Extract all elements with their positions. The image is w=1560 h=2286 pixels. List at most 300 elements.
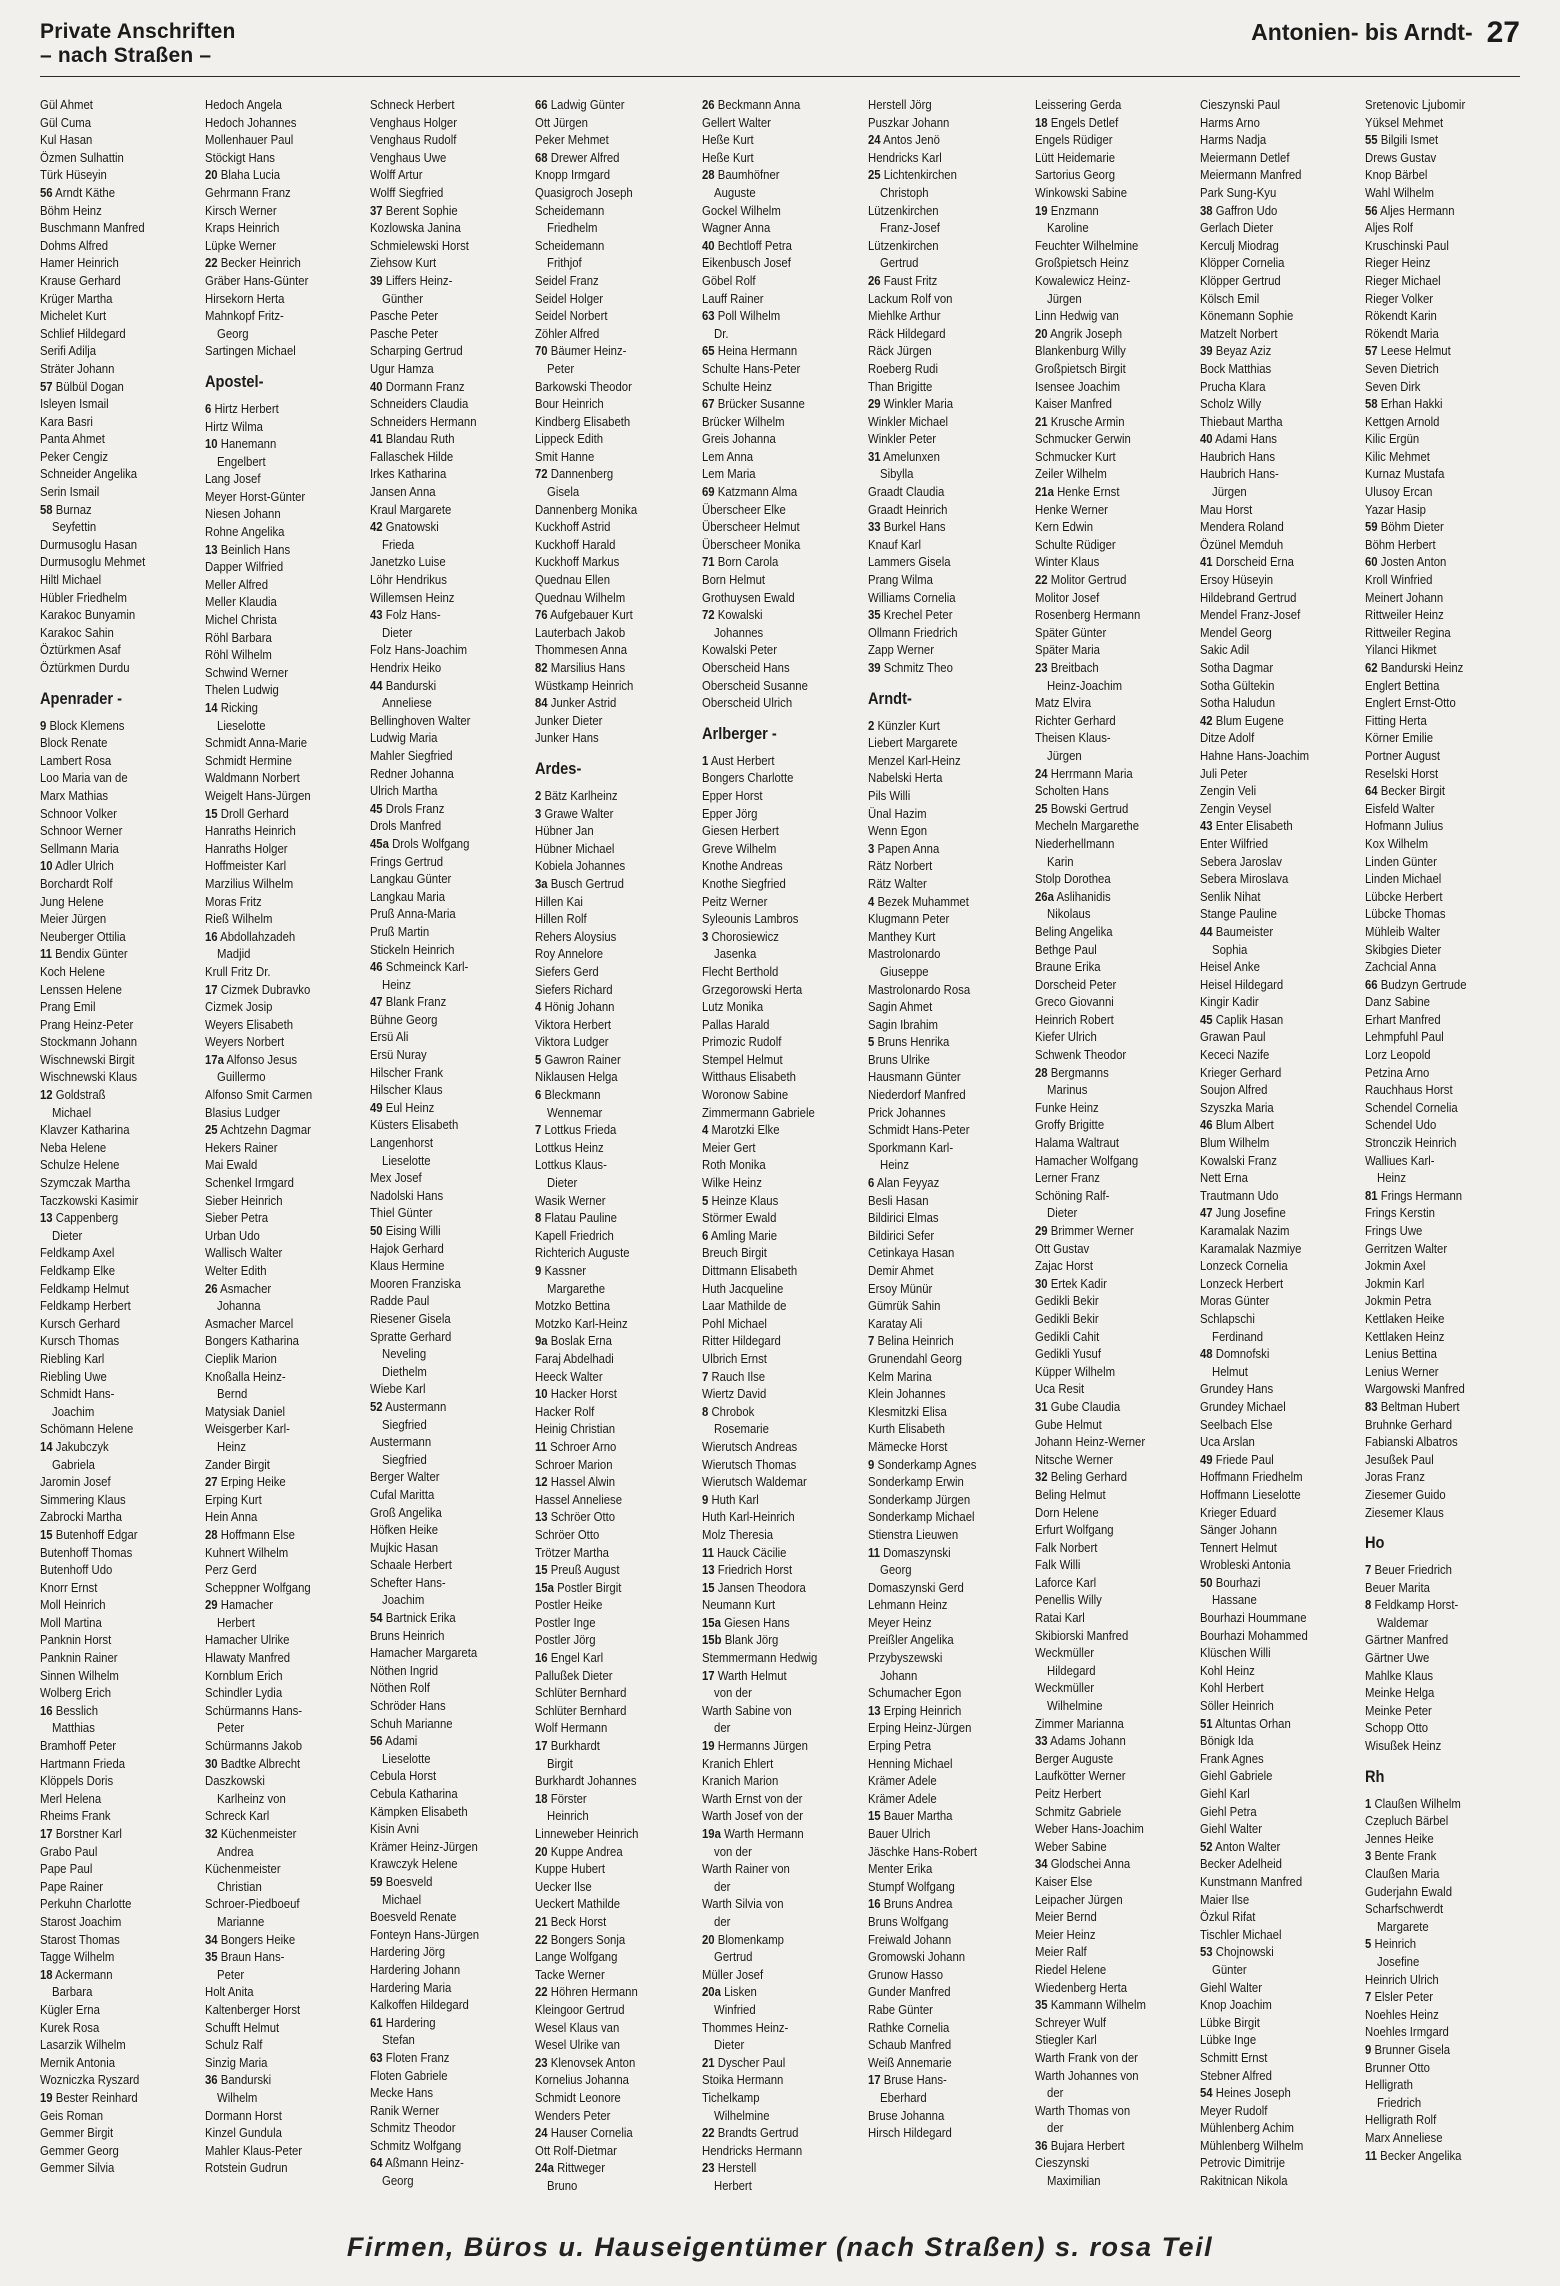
address-entry: Bruse Johanna [868, 2107, 945, 2123]
address-entry: Scheidemann [535, 202, 605, 218]
address-entry: 15 Bauer Martha [868, 1808, 953, 1824]
address-entry: Pruß Anna-Maria [370, 906, 456, 922]
house-number: 35 [868, 607, 881, 623]
house-number: 47 [1200, 1205, 1213, 1221]
address-entry: 59 Boesveld [370, 1873, 433, 1889]
address-entry: Mecke Hans [370, 2085, 434, 2101]
address-entry: Stebner Alfred [1200, 2067, 1272, 2083]
address-entry: Sagin Ibrahim [868, 1016, 938, 1032]
address-entry: 47 Blank Franz [370, 994, 447, 1010]
address-entry: Wilke Heinz [702, 1175, 762, 1191]
address-entry: Uca Resit [1035, 1381, 1085, 1397]
address-entry: Schneiders Hermann [370, 413, 477, 429]
address-entry: 1 Aust Herbert [702, 752, 775, 768]
address-entry: Aljes Rolf [1365, 220, 1413, 236]
address-entry: Hiltl Michael [40, 572, 102, 588]
address-entry: Meinke Helga [1365, 1685, 1435, 1701]
address-entry: Mollenhauer Paul [205, 132, 294, 148]
address-entry: Kelm Marina [868, 1368, 932, 1384]
entry-continuation: Heinrich [547, 1808, 589, 1824]
address-entry: Lützenkirchen [868, 202, 939, 218]
address-entry: Hamacher Ulrike [205, 1632, 290, 1648]
address-entry: Tagge Wilhelm [40, 1949, 115, 1965]
house-number: 62 [1365, 660, 1378, 675]
house-number: 83 [1365, 1398, 1378, 1414]
address-entry: Molitor Josef [1035, 589, 1100, 605]
page-number: 27 [1486, 16, 1520, 49]
address-entry: 13 Friedrich Horst [702, 1562, 793, 1578]
address-entry: 69 Katzmann Alma [702, 484, 798, 500]
address-entry: Hirsekorn Herta [205, 290, 285, 306]
house-number: 67 [702, 396, 715, 412]
entry-continuation: Rosemarie [714, 1421, 769, 1437]
address-entry: 50 Eising Willi [370, 1223, 441, 1238]
address-entry: Peitz Werner [702, 893, 768, 909]
address-entry: Matysiak Daniel [205, 1403, 286, 1419]
address-entry: Rätz Walter [868, 875, 927, 891]
address-entry: 50 Bourhazi [1200, 1574, 1261, 1590]
address-entry: Pils Willi [868, 787, 911, 803]
address-entry: Irkes Katharina [370, 466, 447, 482]
address-entry: Meier Heinz [1035, 1926, 1096, 1942]
address-entry: Karamalak Nazmiye [1200, 1240, 1302, 1256]
address-entry: Schröer Otto [535, 1526, 600, 1542]
address-entry: Heinig Christian [535, 1421, 616, 1437]
address-entry: Nett Erna [1200, 1170, 1248, 1186]
entry-continuation: Herbert [217, 1614, 255, 1630]
address-entry: 40 Adami Hans [1200, 431, 1277, 447]
address-entry: Schmitz Gabriele [1035, 1803, 1122, 1819]
house-number: 20a [702, 1984, 721, 2000]
address-entry: Kozlowska Janina [370, 220, 461, 236]
entry-continuation: Ferdinand [1212, 1328, 1264, 1344]
house-number: 66 [535, 97, 548, 112]
address-entry: Kettlaken Heike [1365, 1310, 1445, 1326]
address-entry: Ziesemer Guido [1365, 1486, 1446, 1502]
address-entry: Ziehsow Kurt [370, 255, 437, 271]
address-entry: 15 Butenhoff Edgar [40, 1526, 138, 1542]
address-entry: 3 Papen Anna [868, 840, 940, 856]
address-entry: Wischnewski Birgit [40, 1051, 135, 1067]
address-entry: 12 Goldstraß [40, 1087, 106, 1103]
address-entry: Kölsch Emil [1200, 290, 1260, 306]
address-entry: Krull Fritz Dr. [205, 963, 271, 979]
entry-continuation: der [1047, 2085, 1064, 2101]
address-entry: Löhr Hendrikus [370, 572, 447, 588]
house-number: 22 [1035, 572, 1048, 588]
address-entry: Wolberg Erich [40, 1685, 112, 1701]
address-entry: Harms Nadja [1200, 132, 1267, 148]
address-entry: Starost Thomas [40, 1931, 120, 1947]
address-entry: Venghaus Rudolf [370, 132, 457, 148]
address-entry: Riebling Karl [40, 1350, 105, 1366]
address-entry: Enter Wilfried [1200, 835, 1269, 851]
address-entry: Ulusoy Ercan [1365, 484, 1433, 500]
address-entry: Ersü Ali [370, 1029, 409, 1045]
address-entry: 6 Alan Feyyaz [868, 1175, 940, 1191]
house-number: 6 [535, 1087, 542, 1103]
house-number: 57 [1365, 343, 1378, 359]
entry-continuation: Karlheinz von [217, 1790, 286, 1806]
address-entry: Kurek Rosa [40, 2019, 100, 2035]
address-entry: Guderjahn Ewald [1365, 1883, 1453, 1899]
address-entry: Matzelt Norbert [1200, 325, 1278, 341]
address-entry: Meyer Horst-Günter [205, 488, 306, 504]
address-entry: Schürmanns Hans- [205, 1702, 303, 1718]
address-entry: 18 Ackermann [40, 1966, 113, 1982]
address-entry: Gümrük Sahin [868, 1298, 941, 1314]
address-entry: Kuckhoff Harald [535, 536, 616, 552]
house-number: 40 [370, 378, 383, 394]
address-entry: Bruns Heinrich [370, 1627, 445, 1643]
house-number: 43 [370, 607, 383, 623]
address-entry: Haubrich Hans [1200, 448, 1276, 464]
address-entry: Zabrocki Martha [40, 1509, 122, 1525]
address-entry: 7 Rauch Ilse [702, 1368, 766, 1384]
address-entry: Burkhardt Johannes [535, 1773, 637, 1789]
address-entry: Wiertz David [702, 1386, 767, 1402]
address-entry: Brunner Otto [1365, 2059, 1430, 2075]
address-entry: Lüpke Werner [205, 237, 277, 253]
address-entry: Rittweiler Heinz [1365, 607, 1444, 623]
address-entry: Zachcial Anna [1365, 959, 1437, 975]
address-entry: Fonteyn Hans-Jürgen [370, 1926, 480, 1942]
address-entry: Moll Martina [40, 1614, 102, 1630]
address-entry: Claußen Maria [1365, 1866, 1440, 1881]
address-entry: Jaromin Josef [40, 1474, 111, 1490]
address-entry: Harms Arno [1200, 114, 1260, 130]
address-entry: 21 Dyscher Paul [702, 2054, 786, 2070]
entry-continuation: Wennemar [547, 1104, 603, 1120]
address-entry: Menter Erika [868, 1861, 933, 1877]
house-number: 82 [535, 660, 548, 675]
address-entry: Senlik Nihat [1200, 888, 1261, 904]
address-entry: Becker Adelheid [1200, 1856, 1282, 1872]
address-entry: Hilscher Klaus [370, 1082, 443, 1098]
house-number: 2 [535, 787, 542, 803]
address-entry: Weckmüller [1035, 1645, 1095, 1661]
address-entry: Zimmer Marianna [1035, 1715, 1124, 1731]
address-entry: Preißler Angelika [868, 1632, 954, 1648]
address-entry: Dohms Alfred [40, 237, 109, 253]
address-entry: Schlief Hildegard [40, 325, 126, 341]
address-entry: Cebula Katharina [370, 1786, 458, 1801]
address-entry: Schumacher Egon [868, 1685, 962, 1701]
entry-continuation: Heinz [217, 1438, 247, 1454]
entry-continuation: Bruno [547, 2177, 578, 2193]
house-number: 61 [370, 2014, 383, 2030]
address-entry: Schöning Ralf- [1035, 1187, 1110, 1203]
house-number: 8 [1365, 1597, 1372, 1613]
page-range [1251, 18, 1520, 47]
address-entry: Leissering Gerda [1035, 97, 1122, 112]
address-entry: 49 Friede Paul [1200, 1451, 1274, 1467]
address-entry: Kurth Elisabeth [868, 1421, 945, 1437]
address-entry: Hanraths Heinrich [205, 823, 296, 839]
entry-continuation: Joachim [52, 1403, 95, 1419]
entry-continuation: Hassane [1212, 1592, 1257, 1608]
entry-continuation: Barbara [52, 1984, 93, 2000]
address-entry: 67 Brücker Susanne [702, 396, 805, 412]
house-number: 6 [205, 400, 212, 416]
address-entry: Giehl Gabriele [1200, 1768, 1273, 1784]
address-entry: Kohl Herbert [1200, 1680, 1264, 1696]
address-entry: Gärtner Uwe [1365, 1650, 1430, 1666]
entry-continuation: Hildegard [1047, 1662, 1096, 1678]
address-entry: Bauer Ulrich [868, 1826, 931, 1841]
entry-continuation: Dieter [382, 624, 413, 640]
address-entry: 9 Kassner [535, 1263, 587, 1278]
address-entry: 19a Warth Hermann [702, 1826, 804, 1841]
address-entry: Böhm Herbert [1365, 536, 1436, 552]
address-entry: Mooren Franziska [370, 1275, 461, 1291]
address-entry: Bongers Katharina [205, 1333, 299, 1349]
address-entry: Knothe Siegfried [702, 875, 786, 891]
house-number: 2 [868, 717, 875, 733]
address-entry: Karamalak Nazim [1200, 1223, 1290, 1238]
address-entry: 27 Erping Heike [205, 1474, 286, 1490]
address-entry: Feuchter Wilhelmine [1035, 237, 1139, 253]
address-entry: 35 Kammann Wilhelm [1035, 1997, 1146, 2013]
address-entry: Portner August [1365, 747, 1441, 763]
house-number: 11 [868, 1544, 880, 1560]
house-number: 17 [40, 1826, 53, 1841]
address-entry: 59 Böhm Dieter [1365, 519, 1444, 535]
address-entry: Wüstkamp Heinrich [535, 677, 634, 693]
address-entry: Mendel Georg [1200, 624, 1272, 640]
address-entry: Öztürkmen Durdu [40, 660, 130, 675]
address-entry: Ott Gustav [1035, 1240, 1090, 1256]
address-entry: Henning Michael [868, 1755, 953, 1771]
address-entry: Junker Hans [535, 730, 599, 746]
address-entry: Blum Wilhelm [1200, 1135, 1270, 1151]
address-entry: Austermann [370, 1434, 432, 1450]
entry-continuation: Johann [880, 1667, 918, 1683]
address-entry: Siefers Gerd [535, 963, 599, 979]
address-entry: Öztürkmen Asaf [40, 642, 121, 658]
entry-continuation: Birgit [547, 1755, 573, 1771]
address-entry: Niklausen Helga [535, 1069, 618, 1085]
address-entry: Cieszynski Paul [1200, 97, 1281, 112]
address-entry: Serifi Adilja [40, 343, 97, 359]
address-entry: 36 Bandurski [205, 2072, 272, 2088]
address-entry: Panta Ahmet [40, 431, 105, 447]
address-entry: Hübner Michael [535, 840, 615, 856]
address-entry: Giehl Karl [1200, 1786, 1250, 1801]
address-column-3 [370, 96, 508, 2216]
address-entry: Isleyen Ismail [40, 396, 109, 412]
house-number: 17 [868, 2072, 881, 2088]
house-number: 4 [868, 893, 875, 909]
address-entry: Petzina Arno [1365, 1064, 1430, 1080]
address-entry: Jäschke Hans-Robert [868, 1843, 978, 1859]
house-number: 64 [370, 2155, 383, 2171]
address-entry: Floten Gabriele [370, 2067, 448, 2083]
address-entry: Nitsche Werner [1035, 1451, 1113, 1467]
address-entry: Greis Johanna [702, 431, 776, 447]
house-number: 81 [1365, 1187, 1378, 1203]
address-entry: Söller Heinrich [1200, 1698, 1274, 1714]
address-entry: Zeiler Wilhelm [1035, 466, 1107, 482]
address-entry: Kern Edwin [1035, 519, 1094, 535]
address-entry: Sotha Gültekin [1200, 677, 1275, 693]
address-entry: Rätz Norbert [868, 858, 933, 874]
address-entry: Kingir Kadir [1200, 994, 1259, 1010]
address-entry: Roeberg Rudi [868, 360, 938, 376]
house-number: 5 [1365, 1936, 1372, 1952]
house-number: 11 [702, 1544, 714, 1560]
address-entry: Lütt Heidemarie [1035, 149, 1116, 165]
entry-continuation: Sophia [1212, 941, 1248, 957]
address-entry: Schroer Marion [535, 1456, 613, 1472]
address-entry: Schmidt Leonore [535, 2089, 621, 2105]
address-entry: Gül Cuma [40, 114, 92, 130]
address-entry: Seidel Norbert [535, 308, 608, 324]
address-entry: 56 Arndt Käthe [40, 184, 116, 200]
address-entry: Schulte Rüdiger [1035, 536, 1116, 552]
address-entry: Falk Willi [1035, 1557, 1081, 1573]
section-title-line2: – nach Straßen – [40, 44, 212, 67]
address-entry: Noehles Irmgard [1365, 2024, 1449, 2040]
address-entry: Meyer Heinz [868, 1614, 932, 1630]
address-entry: Özünel Memduh [1200, 536, 1284, 552]
address-entry: Ersoy Hüseyin [1200, 572, 1274, 588]
address-entry: Mex Josef [370, 1170, 422, 1186]
entry-continuation: Gertrud [880, 255, 919, 271]
address-entry: Syleounis Lambros [702, 911, 799, 927]
address-entry: Stronczik Heinrich [1365, 1135, 1457, 1151]
address-column-6 [868, 96, 1006, 2216]
address-entry: 15b Blank Jörg [702, 1632, 779, 1648]
entry-continuation: Jürgen [1047, 747, 1082, 763]
street-heading: Ho [1365, 1533, 1385, 1553]
address-entry: Pohl Michael [702, 1315, 767, 1331]
address-entry: Welter Edith [205, 1263, 267, 1278]
house-number: 15 [40, 1526, 53, 1542]
house-number: 7 [702, 1368, 709, 1384]
address-entry: 7 Elsler Peter [1365, 1989, 1434, 2005]
address-entry: Stiegler Karl [1035, 2032, 1097, 2048]
address-entry: 49 Eul Heinz [370, 1099, 435, 1115]
address-entry: 30 Ertek Kadir [1035, 1275, 1107, 1291]
page-header [40, 18, 1520, 78]
address-entry: Überscheer Elke [702, 501, 786, 517]
address-entry: Hendrix Heiko [370, 660, 442, 675]
address-entry: Venghaus Uwe [370, 149, 447, 165]
address-entry: Taczkowski Kasimir [40, 1192, 139, 1208]
address-entry: Kettlaken Heinz [1365, 1328, 1445, 1344]
address-entry: Rathke Cornelia [868, 2019, 950, 2035]
address-entry: Berger Auguste [1035, 1750, 1114, 1766]
house-number: 17a [205, 1051, 224, 1067]
address-entry: Schlüter Bernhard [535, 1702, 627, 1718]
address-entry: 71 Born Carola [702, 554, 779, 570]
address-entry: Stickeln Heinrich [370, 941, 455, 957]
address-entry: Sieber Heinrich [205, 1192, 283, 1208]
address-entry: Hofmann Julius [1365, 818, 1444, 834]
address-entry: 10 Adler Ulrich [40, 858, 114, 874]
address-entry: Sonderkamp Jürgen [868, 1491, 971, 1507]
address-entry: Dittmann Elisabeth [702, 1263, 798, 1278]
address-entry: 64 Becker Birgit [1365, 783, 1446, 799]
address-entry: 36 Bujara Herbert [1035, 2137, 1125, 2153]
address-entry: Willemsen Heinz [370, 589, 455, 605]
house-number: 18 [535, 1790, 548, 1806]
address-entry: Junker Dieter [535, 712, 603, 728]
house-number: 40 [1200, 431, 1213, 447]
address-entry: Bruns Ulrike [868, 1051, 930, 1067]
address-entry: 2 Bätz Karlheinz [535, 787, 618, 803]
address-entry: Borchardt Rolf [40, 875, 113, 891]
address-entry: Isensee Joachim [1035, 378, 1121, 394]
footer-note: Firmen, Büros u. Hauseigentümer (nach Straßen) s. rosa Teil [346, 2232, 1214, 2262]
house-number: 52 [1200, 1838, 1213, 1854]
address-entry: 25 Lichtenkirchen [868, 167, 957, 183]
house-number: 29 [205, 1597, 218, 1613]
address-entry: 39 Beyaz Aziz [1200, 343, 1272, 359]
house-number: 68 [535, 149, 548, 165]
address-entry: Bethge Paul [1035, 941, 1097, 957]
address-entry: Soujon Alfred [1200, 1082, 1268, 1098]
address-entry: Breuch Birgit [702, 1245, 767, 1261]
address-entry: 76 Aufgebauer Kurt [535, 607, 633, 623]
address-entry: Klesmitzki Elisa [868, 1403, 947, 1419]
address-entry: 72 Kowalski [702, 607, 763, 623]
address-entry: Helligrath Rolf [1365, 2112, 1437, 2128]
address-entry: Riedel Helene [1035, 1961, 1107, 1977]
address-entry: Schneider Angelika [40, 466, 138, 482]
address-entry: 44 Bandurski [370, 677, 437, 693]
address-column-7 [1035, 96, 1173, 2216]
address-entry: Roth Monika [702, 1157, 766, 1173]
address-entry: 65 Heina Hermann [702, 343, 798, 359]
address-entry: Tischler Michael [1200, 1926, 1282, 1942]
address-entry: Giehl Petra [1200, 1803, 1257, 1819]
house-number: 9 [868, 1456, 875, 1472]
address-entry: Hübler Friedhelm [40, 589, 127, 605]
address-entry: Krämer Heinz-Jürgen [370, 1838, 478, 1854]
house-number: 52 [370, 1398, 383, 1414]
house-number: 46 [1200, 1117, 1213, 1133]
address-entry: Sartingen Michael [205, 343, 296, 359]
entry-continuation: der [1047, 2120, 1064, 2136]
entry-continuation: Peter [217, 1966, 245, 1982]
address-entry: 35 Braun Hans- [205, 1949, 285, 1965]
address-entry: Quasigroch Joseph [535, 184, 633, 200]
address-entry: Mastrolonardo Rosa [868, 981, 971, 997]
address-entry: Klugmann Peter [868, 911, 950, 927]
house-number: 56 [370, 1733, 383, 1749]
address-entry: Hacker Rolf [535, 1403, 595, 1419]
house-number: 19 [40, 2089, 53, 2105]
address-entry: Herstell Jörg [868, 97, 932, 112]
address-entry: 44 Baumeister [1200, 923, 1274, 939]
address-entry: Greco Giovanni [1035, 994, 1114, 1010]
address-entry: 11 Schroer Arno [535, 1438, 617, 1454]
entry-continuation: Karin [1047, 853, 1074, 869]
address-entry: Schreck Karl [205, 1808, 270, 1824]
address-entry: Schendel Udo [1365, 1117, 1437, 1133]
address-entry: Lackum Rolf von [868, 290, 953, 306]
address-entry: Demir Ahmet [868, 1263, 934, 1278]
address-column-1 [40, 96, 178, 2216]
address-entry: Räck Hildegard [868, 325, 946, 341]
address-entry: 10 Hacker Horst [535, 1386, 617, 1402]
address-entry: Krause Gerhard [40, 272, 121, 288]
address-entry: 35 Krechel Peter [868, 607, 953, 623]
house-number: 14 [40, 1438, 53, 1454]
address-entry: Stumpf Wolfgang [868, 1878, 955, 1894]
